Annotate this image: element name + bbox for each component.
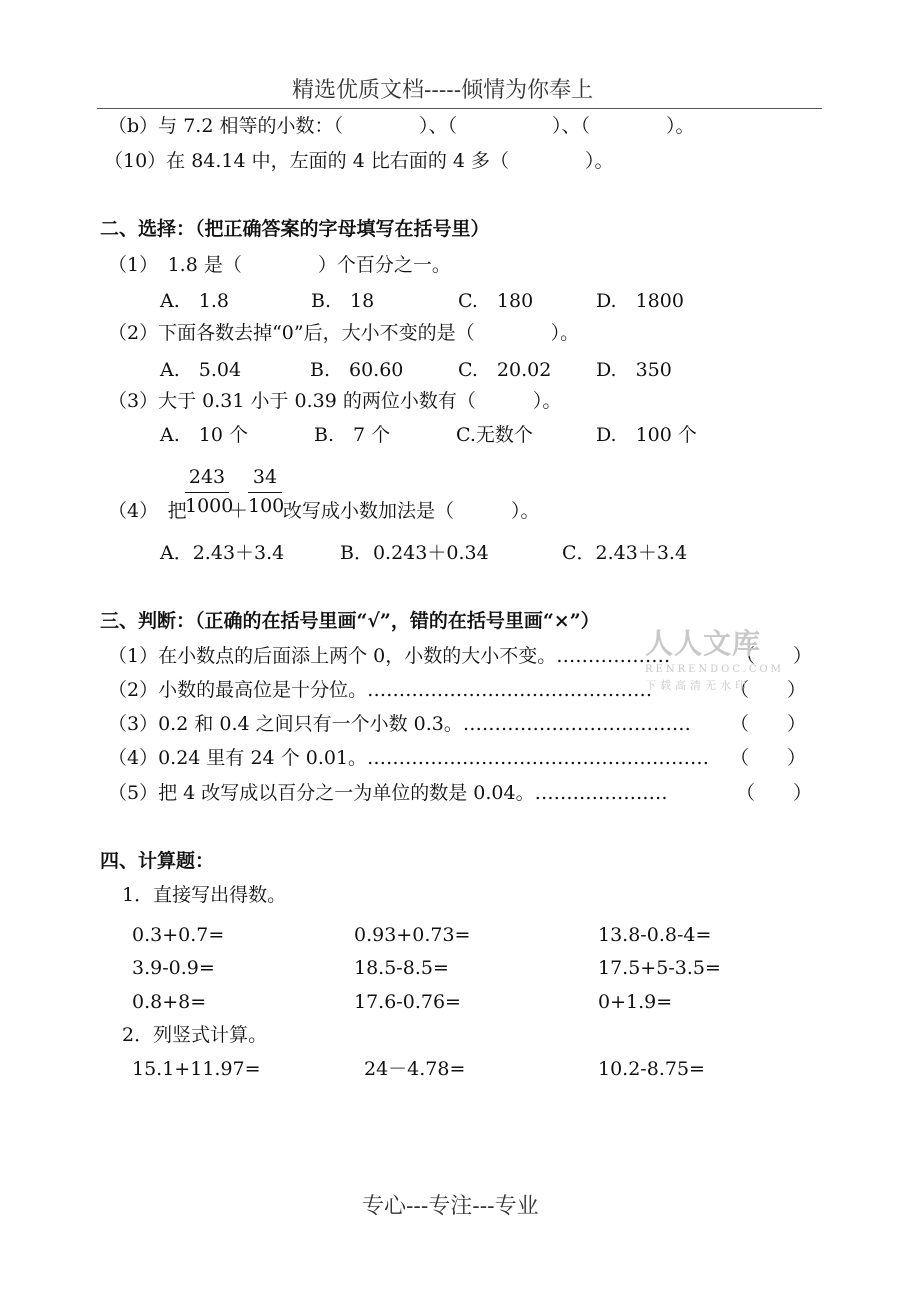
calc-cell: 17.5+5-3.5=: [598, 957, 721, 979]
q2-option-c: C. 20.02: [458, 359, 552, 381]
calc-cell: 18.5-8.5=: [354, 957, 449, 979]
watermark-subtitle: 下载高清无水印: [645, 679, 750, 692]
judge-item-5: （5）把 4 改写成以百分之一为单位的数是 0.04。…………………: [108, 782, 668, 804]
q2-option-b: B. 60.60: [310, 359, 404, 381]
q4-option-b: B．0.243＋0.34: [340, 542, 489, 564]
q4-option-a: A．2.43＋3.4: [160, 542, 285, 564]
fraction-243-1000: [185, 466, 234, 517]
judge-item-1: （1）在小数点的后面添上两个 0，小数的大小不变。………………: [108, 645, 671, 667]
vertical-calc-item: 24－4.78=: [364, 1058, 466, 1080]
q1-option-a: A. 1.8: [160, 290, 229, 312]
calc-cell: 17.6-0.76=: [354, 991, 461, 1013]
question-line-b: （b）与 7.2 相等的小数：（ ）、（ ）、（ ）。: [108, 115, 695, 137]
q3-option-d: D. 100 个: [596, 424, 697, 446]
q4-prefix: （4） 把: [108, 500, 187, 522]
judge-item-2: （2）小数的最高位是十分位。………………………………………: [108, 679, 653, 701]
q2-option-a: A. 5.04: [160, 359, 242, 381]
calc-cell: 3.9-0.9=: [132, 957, 215, 979]
q1-option-c: C. 180: [458, 290, 534, 312]
q2-stem: （2）下面各数去掉“0”后，大小不变的是（ ）。: [108, 322, 580, 344]
calc-cell: 0.8+8=: [132, 991, 207, 1013]
calc-cell: 0+1.9=: [598, 991, 673, 1013]
calc-subheading-1: 1．直接写出得数。: [122, 884, 287, 906]
page-header: 精选优质文档-----倾情为你奉上: [292, 78, 594, 103]
judge-item-3: （3）0.2 和 0.4 之间只有一个小数 0.3。………………………………: [108, 713, 691, 735]
fraction-34-100: [248, 466, 285, 517]
judge-bracket-4: （ ）: [730, 747, 807, 769]
header-rule: [97, 108, 822, 109]
page-footer: 专心---专注---专业: [362, 1194, 539, 1219]
q3-option-b: B. 7 个: [314, 424, 391, 446]
fraction-denominator: 100: [248, 495, 285, 517]
calc-cell: 0.3+0.7=: [132, 924, 225, 946]
watermark-latin: RENRENDOC.COM: [645, 664, 784, 675]
calc-cell: 0.93+0.73=: [354, 924, 471, 946]
judge-bracket-2: （ ）: [730, 679, 807, 701]
watermark-logo: [645, 622, 784, 693]
question-line-10: （10）在 84.14 中，左面的 4 比右面的 4 多（ ）。: [104, 150, 614, 172]
watermark-title: 人人文库: [645, 627, 762, 660]
q3-option-c: C.无数个: [456, 424, 533, 446]
section4-heading: 四、计算题：: [100, 850, 215, 872]
q4-option-c: C．2.43＋3.4: [562, 542, 688, 564]
q1-option-b: B. 18: [311, 290, 375, 312]
fraction-denominator: 1000: [185, 495, 234, 517]
q4-plus: ＋: [229, 500, 249, 522]
q1-option-d: D. 1800: [596, 290, 684, 312]
q2-option-d: D. 350: [596, 359, 672, 381]
calc-cell: 13.8-0.8-4=: [598, 924, 712, 946]
judge-item-4: （4）0.24 里有 24 个 0.01。………………………………………………: [108, 747, 710, 769]
judge-bracket-3: （ ）: [730, 713, 807, 735]
vertical-calc-item: 10.2-8.75=: [598, 1058, 705, 1080]
q4-suffix: 改写成小数加法是（ ）。: [283, 500, 540, 522]
calc-subheading-2: 2．列竖式计算。: [122, 1024, 268, 1046]
section2-heading: 二、选择：（把正确答案的字母填写在括号里）: [100, 218, 490, 240]
fraction-numerator: 34: [248, 468, 282, 493]
q3-stem: （3）大于 0.31 小于 0.39 的两位小数有（ ）。: [108, 390, 562, 412]
vertical-calc-item: 15.1+11.97=: [132, 1058, 261, 1080]
q1-stem: （1） 1.8 是（ ）个百分之一。: [108, 254, 451, 276]
section3-heading: 三、判断：（正确的在括号里画“√”，错的在括号里画“×”）: [100, 610, 600, 632]
fraction-numerator: 243: [185, 468, 229, 493]
judge-bracket-1: （ ）: [736, 645, 813, 667]
q3-option-a: A. 10 个: [160, 424, 248, 446]
judge-bracket-5: （ ）: [736, 782, 813, 804]
